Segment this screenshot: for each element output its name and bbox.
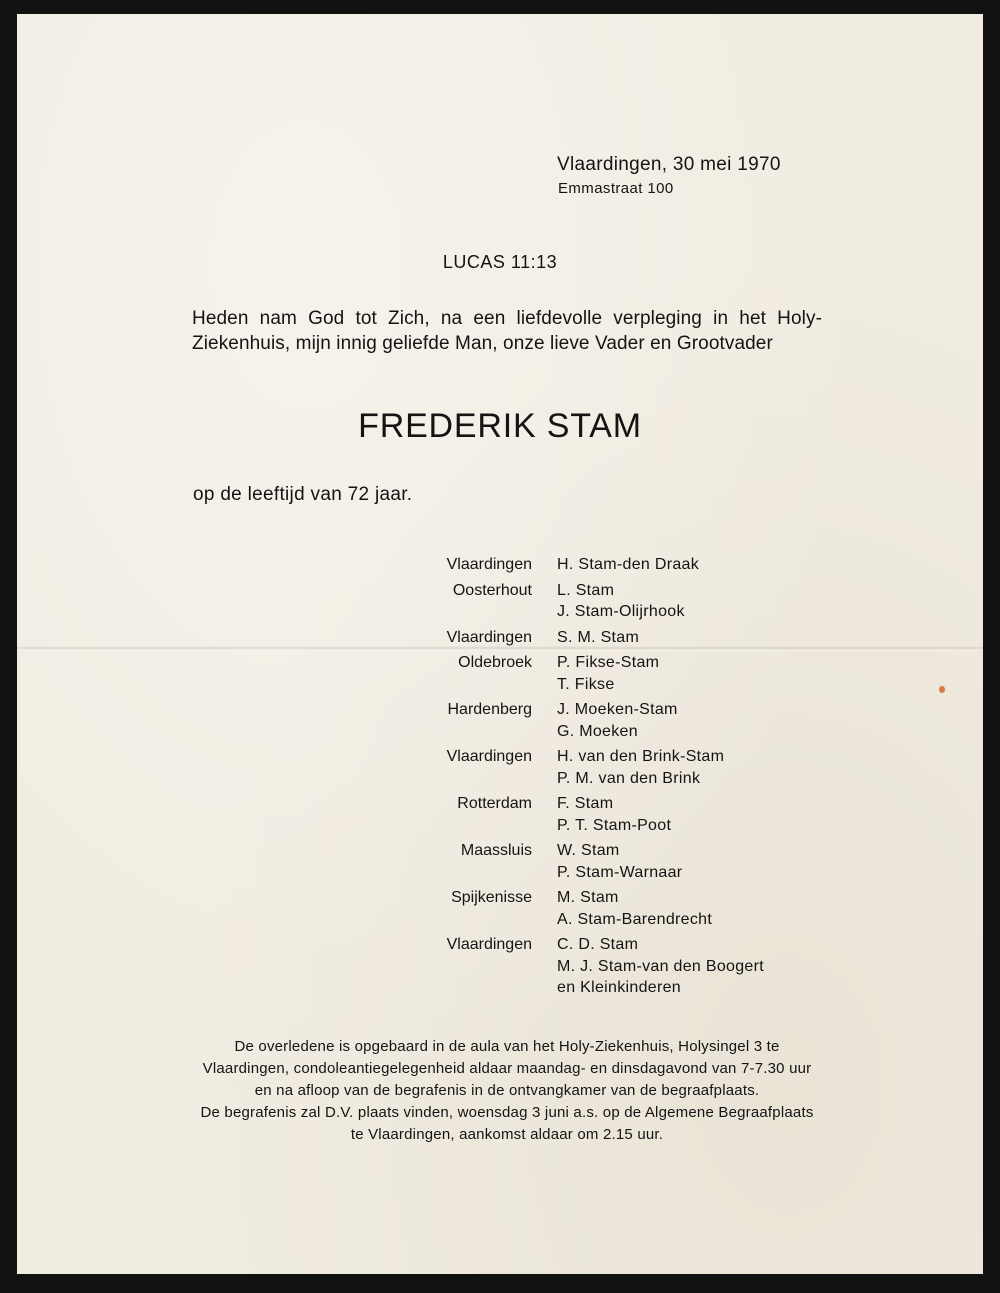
mourner-group — [397, 934, 837, 999]
mourner-names — [557, 652, 837, 695]
mourner-city: Oosterhout — [452, 581, 532, 599]
mourner-names — [557, 580, 837, 623]
mourners-list — [397, 554, 837, 1003]
viewing-details: De overledene is opgebaard in de aula van het Holy-Ziekenhuis, Holysingel 3 te Vlaardingen, condoleantiegelegenheid aldaar maandag- en dinsdagavond van 7-7.30 uur en na afloop van de begrafenis in de ontvangkamer van de begraafplaats. — [202, 1038, 812, 1099]
mourner-city: Spijkenisse — [451, 889, 532, 906]
mourner-group — [397, 554, 837, 576]
street-address: Emmastraat 100 — [558, 180, 674, 197]
mourner-name: J. Moeken-Stam — [557, 701, 678, 718]
mourner-city: Vlaardingen — [446, 556, 532, 573]
place-and-date: Vlaardingen, 30 mei 1970 — [557, 154, 781, 175]
mourner-name: en Kleinkinderen — [557, 979, 681, 996]
mourner-group — [397, 840, 837, 883]
mourner-city: Vlaardingen — [446, 936, 532, 953]
mourner-name: C. D. Stam — [557, 936, 639, 953]
mourner-name: G. Moeken — [557, 722, 638, 740]
mourner-city: Rotterdam — [457, 795, 532, 812]
funeral-arrangement: De begrafenis zal D.V. plaats vinden, woensdag 3 juni a.s. op de Algemene Begraafplaats te Vlaardingen, aankomst aldaar om 2.15 uur. — [200, 1104, 814, 1143]
mourner-city: Vlaardingen — [446, 748, 532, 765]
mourner-name: T. Fikse — [557, 675, 615, 693]
mourner-city: Vlaardingen — [446, 628, 532, 646]
mourner-name: P. T. Stam-Poot — [557, 816, 672, 834]
mourner-group — [397, 887, 837, 930]
mourner-names — [557, 699, 837, 742]
mourner-name: S. M. Stam — [557, 628, 640, 646]
mourner-city: Hardenberg — [447, 701, 532, 718]
bible-verse-reference: LUCAS 11:13 — [442, 252, 558, 272]
mourner-name: P. Stam-Warnaar — [557, 863, 683, 881]
mourner-name: W. Stam — [557, 842, 620, 859]
mourner-name: J. Stam-Olijrhook — [557, 603, 685, 620]
deceased-name: FREDERIK STAM — [358, 407, 642, 445]
mourner-name: M. J. Stam-van den Boogert — [557, 957, 765, 975]
mourner-city: Maassluis — [460, 842, 532, 859]
mourner-name: M. Stam — [557, 889, 619, 906]
mourner-city: Oldebroek — [458, 654, 532, 671]
mourner-group — [397, 699, 837, 742]
mourner-name: A. Stam-Barendrecht — [557, 910, 713, 928]
mourner-names — [557, 554, 837, 576]
mourner-name: L. Stam — [557, 581, 615, 599]
mourner-name: H. van den Brink-Stam — [557, 748, 725, 765]
mourner-group — [397, 652, 837, 695]
mourner-names — [557, 746, 837, 789]
mourner-group — [397, 746, 837, 789]
mourner-name: F. Stam — [557, 795, 614, 812]
funeral-details — [192, 1036, 822, 1146]
mourner-names — [557, 934, 837, 999]
mourner-group — [397, 580, 837, 623]
mourner-names — [557, 793, 837, 836]
mourner-names — [557, 627, 837, 649]
mourner-name: P. M. van den Brink — [557, 769, 701, 787]
mourner-names — [557, 840, 837, 883]
mourner-names — [557, 887, 837, 930]
death-notice-card — [17, 14, 983, 1274]
announcement-text: Heden nam God tot Zich, na een liefdevolle verpleging in het Holy-Ziekenhuis, mijn innig geliefde Man, onze lieve Vader en Grootvader — [192, 308, 822, 354]
mourner-name: H. Stam-den Draak — [557, 556, 700, 573]
mourner-name: P. Fikse-Stam — [557, 654, 660, 671]
paper-stain-spot — [939, 686, 945, 693]
age-line: op de leeftijd van 72 jaar. — [193, 484, 413, 505]
mourner-group — [397, 793, 837, 836]
mourner-group — [397, 627, 837, 649]
